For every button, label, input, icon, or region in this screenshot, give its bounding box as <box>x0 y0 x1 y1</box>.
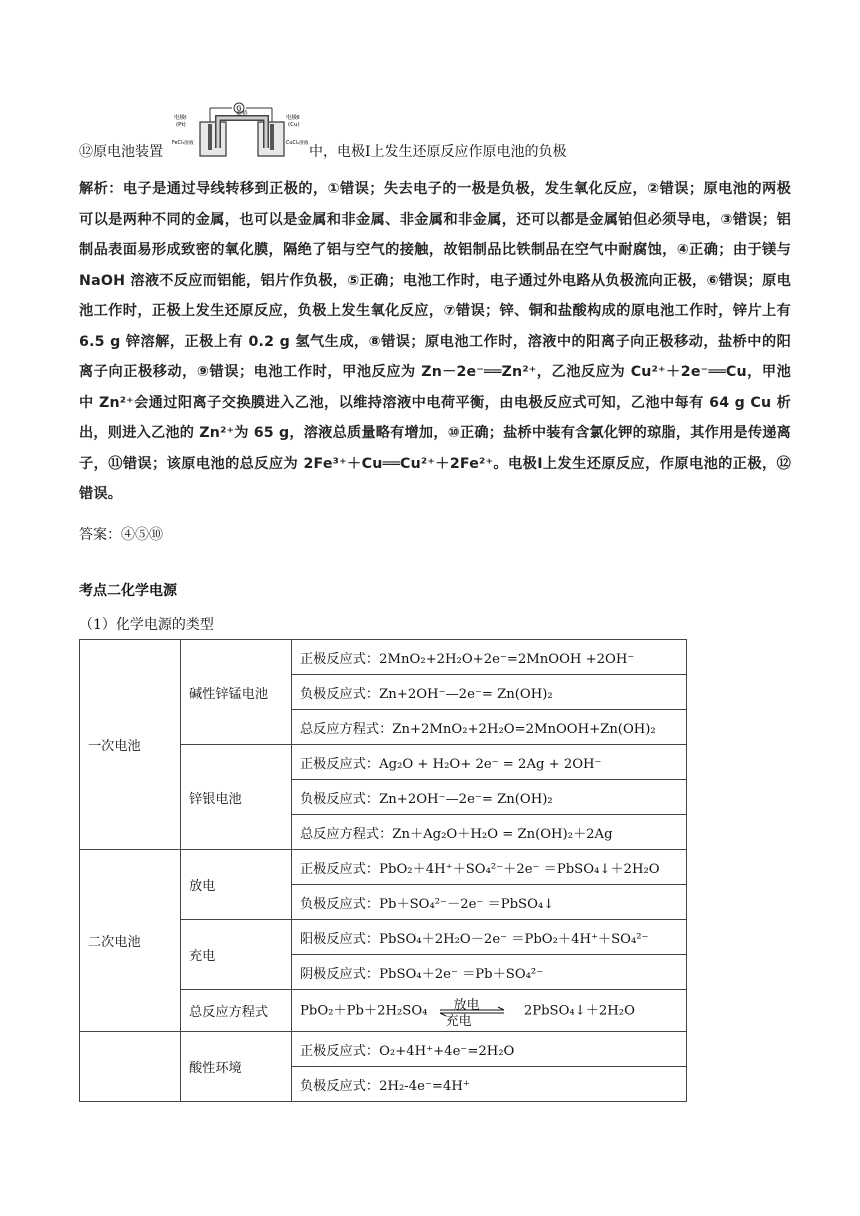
answer-line: 答案：④⑤⑩ <box>79 527 163 543</box>
meter-label: G <box>236 104 242 113</box>
section-title: 考点二化学电源 <box>79 583 177 599</box>
arrow-top-label: 放电 <box>453 997 480 1013</box>
left-electrode <box>208 124 212 150</box>
charge-cathode: 阴极反应式：PbSO₄＋2e⁻ ＝Pb＋SO₄²⁻ <box>292 955 687 990</box>
total-equation <box>292 990 687 1032</box>
question-number: ⑫ <box>79 144 93 160</box>
alkaline-positive: 正极反应式：2MnO₂+2H₂O+2e⁻=2MnOOH +2OH⁻ <box>292 640 687 675</box>
total-equation-left: PbO₂＋Pb＋2H₂SO₄ <box>300 1003 428 1018</box>
acidic-env-label: 酸性环境 <box>181 1032 292 1102</box>
salt-bridge-label: 盐桥 <box>236 111 248 117</box>
total-equation-right: 2PbSO₄↓＋2H₂O <box>523 1003 635 1018</box>
alkaline-negative: 负极反应式：Zn+2OH⁻—2e⁻= Zn(OH)₂ <box>292 675 687 710</box>
left-material-label: (Pt) <box>176 122 186 128</box>
acidic-positive: 正极反应式：O₂+4H⁺+4e⁻=2H₂O <box>292 1032 687 1067</box>
total-equation-label: 总反应方程式 <box>181 990 292 1032</box>
analysis-paragraph: 解析：电子是通过导线转移到正极的，①错误；失去电子的一极是负极，发生氧化反应，②错误；原电池的两极可以是两种不同的金属，也可以是金属和非金属、非金属和非金属，还可以都是金属铂但必须导电，③错误；铝制品表面易形成致密的氧化膜，隔绝了铝与空气的接触，故铝制品比铁制品在空气中耐腐蚀，④正确；由于镁与 NaOH 溶液不反应而铝能，铝片作负极，⑤正确；电池工作时，电子通过外电路从负极流向正极，⑥错误；原电池工作时，正极上发生还原反应，负极上发生氧化反应，⑦错误；锌、铜和盐酸构成的原电池工作时，锌片上有 6.5 g 锌溶解，正极上有 0.2 g 氢气生成，⑧错误；原电池工作时，溶液中的阳离子向正极移动，盐桥中的阳离子向正极移动，⑨错误；电池工作时，甲池反应为 Zn－2e⁻══Zn²⁺，乙池反应为 Cu²⁺＋2e⁻══Cu，甲池中 Zn²⁺会通过阳离子交换膜进入乙池，以维持溶液中电荷平衡，由电极反应式可知，乙池中每有 64 g Cu 析出，则进入乙池的 Zn²⁺为 65 g，溶液总质量略有增加，⑩正确；盐桥中装有含氯化钾的琼脂，其作用是传递离子，⑪错误；该原电池的总反应为 2Fe³⁺＋Cu══Cu²⁺＋2Fe²⁺。电极Ⅰ上发生还原反应，作原电池的正极，⑫错误。 <box>79 181 791 502</box>
charge-anode: 阳极反应式：PbSO₄＋2H₂O－2e⁻ ＝PbO₂＋4H⁺＋SO₄²⁻ <box>292 920 687 955</box>
alkaline-total: 总反应方程式：Zn+2MnO₂+2H₂O=2MnOOH+Zn(OH)₂ <box>292 710 687 745</box>
right-material-label: (Cu) <box>288 122 300 128</box>
fuel-cell-category <box>80 1032 181 1102</box>
silver-negative: 负极反应式：Zn+2OH⁻—2e⁻= Zn(OH)₂ <box>292 780 687 815</box>
battery-types-table <box>79 639 687 1102</box>
question-12 <box>79 141 567 163</box>
silver-battery-label: 锌银电池 <box>181 745 292 850</box>
category-primary: 一次电池 <box>80 640 181 850</box>
discharge-negative: 负极反应式：Pb＋SO₄²⁻－2e⁻ ＝PbSO₄↓ <box>292 885 687 920</box>
right-electrode <box>270 124 274 150</box>
right-electrode-label: 电极Ⅱ <box>286 115 300 121</box>
reversible-arrow <box>432 996 520 1029</box>
left-beaker <box>200 122 226 156</box>
left-electrode-label: 电极Ⅰ <box>174 115 187 121</box>
silver-positive: 正极反应式：Ag₂O + H₂O+ 2e⁻ = 2Ag + 2OH⁻ <box>292 745 687 780</box>
question-text-after: 中，电极Ⅰ上发生还原反应作原电池的负极 <box>309 144 567 160</box>
subsection-title: （1）化学电源的类型 <box>79 617 214 633</box>
alkaline-battery-label: 碱性锌锰电池 <box>181 640 292 745</box>
charge-label: 充电 <box>181 920 292 990</box>
question-text-before: 原电池装置 <box>93 144 163 160</box>
arrow-bottom-label: 充电 <box>445 1013 472 1029</box>
left-solution-label: FeCl₃溶液 <box>172 141 194 146</box>
acidic-negative: 负极反应式：2H₂-4e⁻=4H⁺ <box>292 1067 687 1102</box>
category-secondary: 二次电池 <box>80 850 181 1032</box>
right-solution-label: CuCl₂溶液 <box>286 141 309 146</box>
silver-total: 总反应方程式：Zn＋Ag₂O＋H₂O = Zn(OH)₂＋2Ag <box>292 815 687 850</box>
discharge-label: 放电 <box>181 850 292 920</box>
discharge-positive: 正极反应式：PbO₂＋4H⁺＋SO₄²⁻＋2e⁻ ＝PbSO₄↓＋2H₂O <box>292 850 687 885</box>
galvanic-cell-diagram <box>172 100 314 158</box>
